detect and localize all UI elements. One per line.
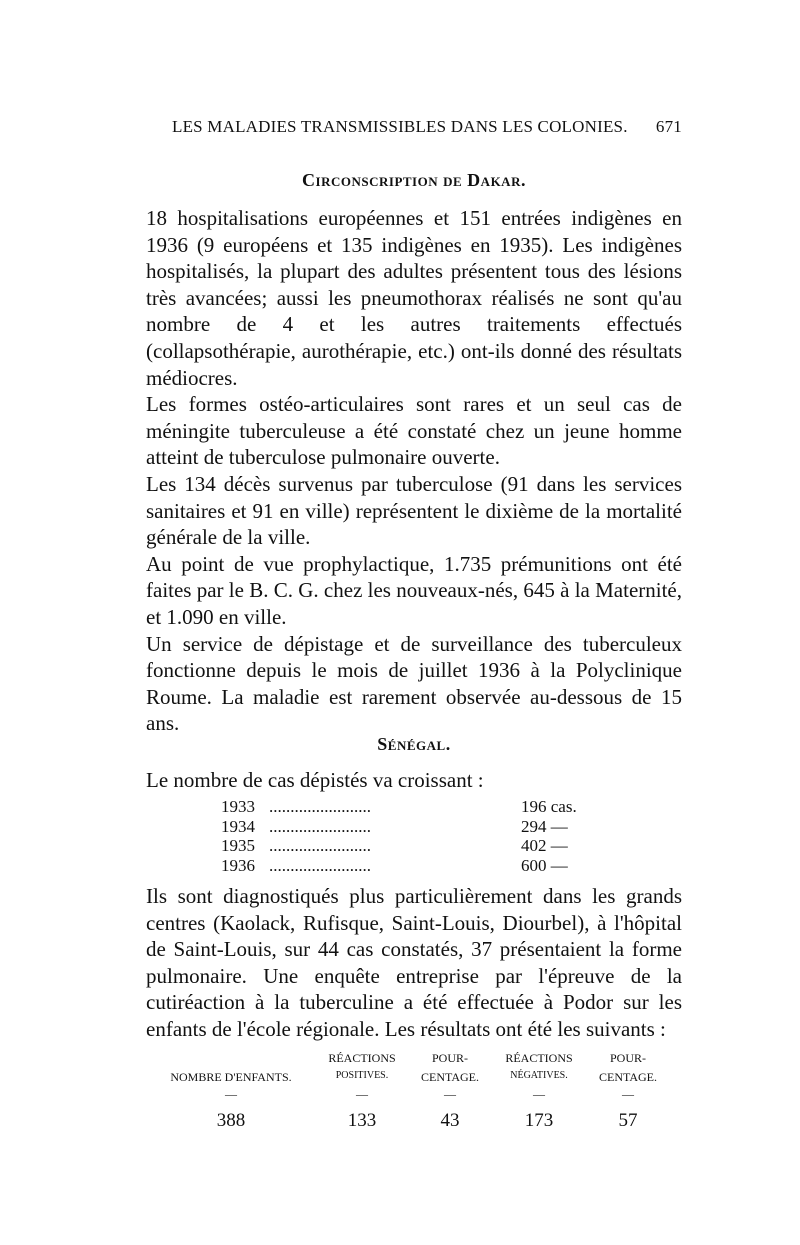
stat-row [146,817,682,837]
stat-year: 1936 [221,855,255,875]
case-statistics [146,797,682,875]
column-header: POUR- [609,1051,646,1065]
section-title-dakar: Circonscription de Dakar. [302,170,526,190]
paragraph: Les 134 décès survenus par tuberculose (91 dans les services sanitaires et 91 en ville) représentent le dixième de la mortalité générale de la ville. [146,471,682,550]
stat-year: 1935 [221,836,255,855]
stat-year: 1933 [221,797,255,816]
table-cell: 173 [524,1110,554,1131]
column-header: CENTAGE. [420,1070,480,1084]
stat-row [146,836,682,856]
table-dash: — [225,1087,237,1101]
column-header: POSITIVES. [335,1070,389,1081]
dot-leader: ........................ [269,797,371,816]
table-cell: 133 [347,1110,377,1131]
senegal-intro: Le nombre de cas dépistés va croissant : [146,768,484,792]
table-cell: 43 [440,1110,460,1131]
dakar-body [146,205,682,737]
column-header: CENTAGE. [598,1070,658,1084]
table-dash: — [533,1087,545,1101]
table-cell: 57 [618,1110,638,1131]
stat-value: 196 cas. [521,797,577,816]
column-header: NÉGATIVES. [510,1070,568,1081]
section-title-senegal: Sénégal. [377,734,451,754]
table-dash-row [146,1087,682,1102]
stat-value: 600 — [521,855,568,875]
stat-value: 402 — [521,836,568,855]
paragraph: 18 hospitalisations européennes et 151 entrées indigènes en 1936 (9 européens et 135 indigènes en 1935). Les indigènes hospitalisés, la plupart des adultes présentent tous des lésions très avancées; aussi les pneumothorax réalisés ne sont qu'au nombre de 4 et les autres traitements effectués (collapsothérapie, aurothérapie, etc.) ont-ils donné des résultats médiocres. [146,206,682,390]
stat-row [146,797,682,817]
column-header: POUR- [431,1051,468,1065]
dot-leader: ........................ [269,816,371,836]
table-header-row-2 [146,1070,682,1085]
results-table [146,1051,682,1132]
stat-row [146,856,682,876]
dot-leader: ........................ [269,855,371,875]
column-header: RÉACTIONS [505,1051,573,1065]
column-header [146,1051,316,1066]
running-header [172,117,682,137]
table-dash: — [622,1087,634,1101]
column-header: RÉACTIONS [328,1051,396,1065]
stat-year: 1934 [221,816,255,836]
table-dash: — [444,1087,456,1101]
senegal-paragraph: Ils sont diagnostiqués plus particulièrement dans les grands centres (Kaolack, Rufisque, Saint-Louis, Diourbel), à l'hôpital de Saint-Louis, sur 44 cas constatés, 37 présentaient la forme pulmonaire. Une enquête entreprise par l'épreuve de la cutiréaction à la tuberculine a été effectuée à Podor sur les enfants de l'école régionale. Les résultats ont été les suivants : [146,884,682,1041]
table-row [146,1110,682,1132]
header-title: LES MALADIES TRANSMISSIBLES DANS LES COLONIES. [172,117,628,136]
table-cell: 388 [216,1110,246,1131]
paragraph: Un service de dépistage et de surveillance des tuberculeux fonctionne depuis le mois de juillet 1936 à la Polyclinique Roume. La maladie est rarement observée au-dessous de 15 ans. [146,631,682,736]
stat-value: 294 — [521,816,568,836]
paragraph: Au point de vue prophylactique, 1.735 prémunitions ont été faites par le B. C. G. chez les nouveaux-nés, 645 à la Maternité, et 1.090 en ville. [146,551,682,629]
paragraph: Les formes ostéo-articulaires sont rares et un seul cas de méningite tuberculeuse a été constaté chez un jeune homme atteint de tuberculose pulmonaire ouverte. [146,392,682,470]
page-number: 671 [655,117,682,136]
column-header: NOMBRE D'ENFANTS. [170,1070,292,1084]
table-header-row-1 [146,1051,682,1066]
table-dash: — [356,1087,368,1101]
dot-leader: ........................ [269,836,371,855]
